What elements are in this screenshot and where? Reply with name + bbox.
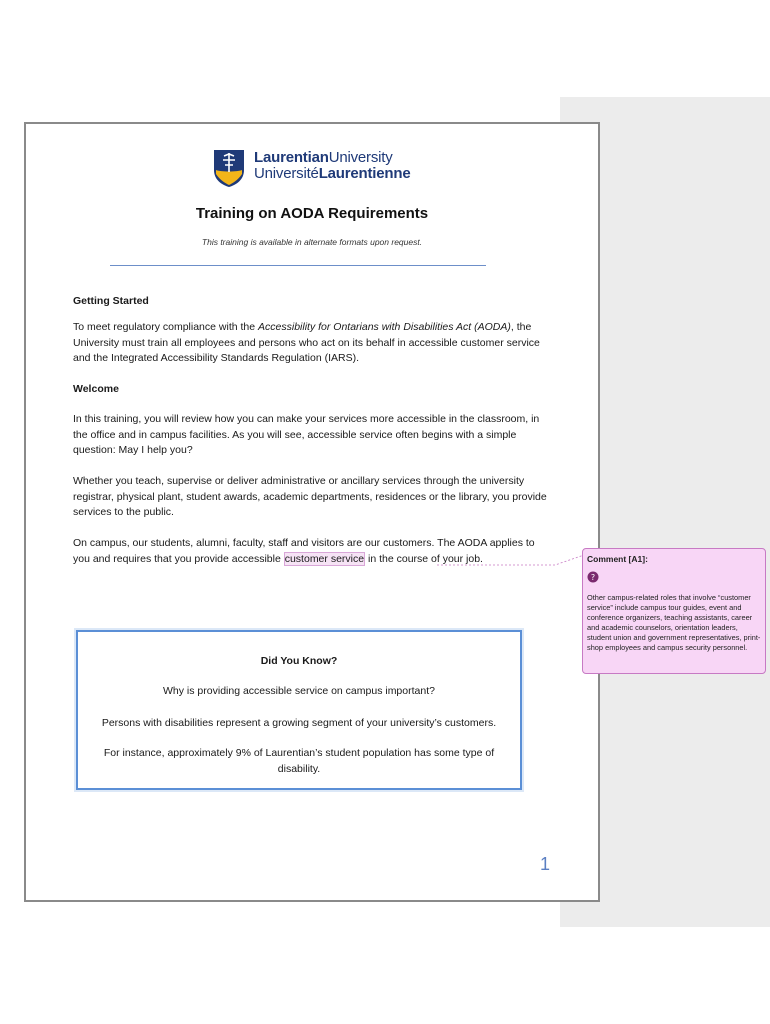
comment-balloon[interactable] xyxy=(582,548,766,674)
comment-label: Comment [A1]: xyxy=(587,554,648,564)
document-subtitle: This training is available in alternate formats upon request. xyxy=(201,237,423,247)
comment-text: Other campus-related roles that involve “customer service” include campus tour guides, event and conference organizers, teaching assistants, career and academic counselors, orientation leaders, student union and government representatives, print-shop employees and campus security personnel. xyxy=(587,593,761,652)
svg-text:?: ? xyxy=(590,573,596,582)
comment-author-icon[interactable] xyxy=(587,571,599,583)
callout-question: Why is providing accessible service on campus important? xyxy=(163,685,435,697)
getting-started-heading: Getting Started xyxy=(73,295,149,307)
callout-fact-growth: Persons with disabilities represent a growing segment of your university’s customers. xyxy=(101,717,497,729)
document-title: Training on AODA Requirements xyxy=(195,205,429,222)
callout-fact-percentage: For instance, approximately 9% of Laurentian’s student population has some type of disability. xyxy=(103,747,495,775)
welcome-heading: Welcome xyxy=(73,383,119,395)
document-page xyxy=(24,122,600,902)
page-number: 1 xyxy=(539,854,550,874)
callout-heading: Did You Know? xyxy=(260,655,338,667)
commented-text-highlight[interactable]: customer service xyxy=(284,552,365,565)
paragraph-services: Whether you teach, supervise or deliver administrative or ancillary services through the university registrar, physical plant, student awards, academic departments, residences or the library, you provide services to the public. xyxy=(73,475,547,518)
logo-wordmark: LaurentianUniversity UniversitéLaurentienne xyxy=(254,149,411,182)
did-you-know-callout xyxy=(76,630,522,790)
paragraph-training: In this training, you will review how you can make your services more accessible in the classroom, in the office and in campus facilities. As you will see, accessible service often begins with a simple question: May I help you? xyxy=(73,413,540,456)
paragraph-compliance: To meet regulatory compliance with the Accessibility for Ontarians with Disabilities Act (AODA), the University must train all employees and persons who act on its behalf in accessible customer service and the Integrated Accessibility Standards Regulation (IARS). xyxy=(73,321,540,364)
university-logo xyxy=(212,148,422,192)
title-divider xyxy=(110,265,486,266)
paragraph-customers: On campus, our students, alumni, faculty, staff and visitors are our customers. The AODA applies to you and requires that you provide accessible customer service in the course of your job. xyxy=(73,537,535,565)
shield-logo-icon xyxy=(212,148,246,188)
